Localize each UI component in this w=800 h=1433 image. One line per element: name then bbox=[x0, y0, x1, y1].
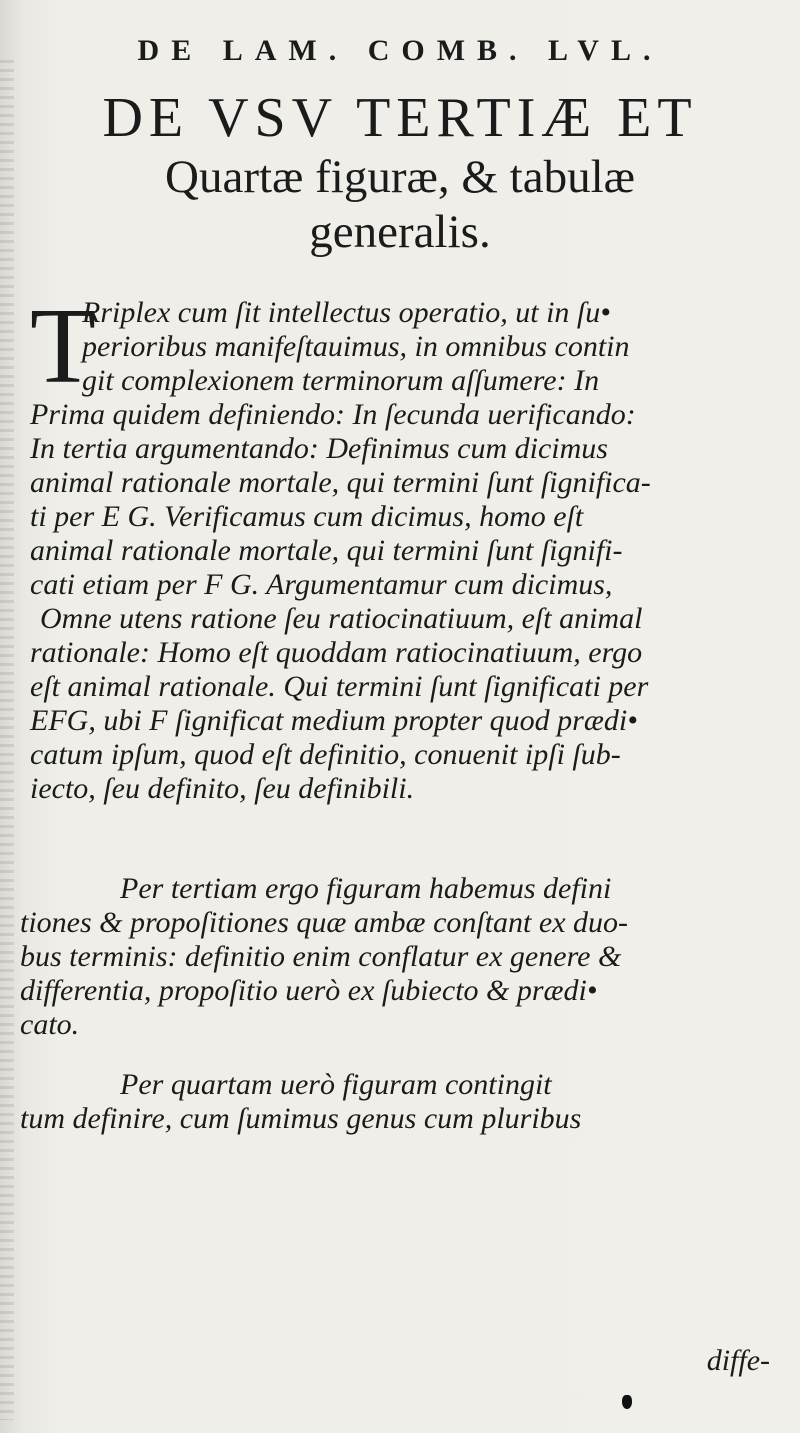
text-line: eſt animal rationale. Qui termini ſunt ſignificati per bbox=[30, 670, 649, 703]
text-line: bus terminis: definitio enim conflatur ex genere & bbox=[20, 940, 622, 973]
text-line: animal rationale mortale, qui termini ſunt ſignifi- bbox=[30, 534, 623, 567]
drop-cap: T bbox=[30, 287, 96, 406]
ink-blot bbox=[622, 1395, 632, 1409]
text-line: Rriplex cum ſit intellectus operatio, ut in ſu• bbox=[82, 296, 611, 329]
text-line: rationale: Homo eſt quoddam ratiocinatiuum, ergo bbox=[30, 636, 643, 669]
running-head: DE LAM. COMB. LVL. bbox=[137, 34, 663, 67]
text-line: In tertia argumentando: Definimus cum dicimus bbox=[30, 432, 608, 465]
text-line: Prima quidem definiendo: In ſecunda uerificando: bbox=[30, 398, 636, 431]
text-line: catum ipſum, quod eſt definitio, conuenit ipſi ſub- bbox=[30, 738, 621, 771]
text-line: cato. bbox=[20, 1008, 80, 1041]
text-line: Per quartam uerò figuram contingit bbox=[120, 1068, 552, 1101]
text-line: ti per E G. Verificamus cum dicimus, homo eſt bbox=[30, 500, 584, 533]
text-line: iecto, ſeu definito, ſeu definibili. bbox=[30, 772, 415, 805]
chapter-title-line-3: generalis. bbox=[309, 206, 491, 258]
text-line: Per tertiam ergo figuram habemus defini bbox=[120, 872, 612, 905]
text-line: EFG, ubi F ſignificat medium propter quod prædi• bbox=[30, 704, 638, 737]
text-line: tum definire, cum ſumimus genus cum pluribus bbox=[20, 1102, 582, 1135]
text-line: animal rationale mortale, qui termini ſunt ſignifica- bbox=[30, 466, 651, 499]
catchword: diffe- bbox=[706, 1344, 770, 1377]
chapter-title-line-1: DE VSV TERTIÆ ET bbox=[102, 87, 698, 149]
text-line: git complexionem terminorum aſſumere: In bbox=[82, 364, 600, 397]
text-line: differentia, propoſitio uerò ex ſubiecto & prædi• bbox=[20, 974, 598, 1007]
text-line: cati etiam per F G. Argumentamur cum dicimus, bbox=[30, 568, 613, 601]
text-line: Omne utens ratione ſeu ratiocinatiuum, eſt animal bbox=[40, 602, 643, 635]
text-line: perioribus manifeſtauimus, in omnibus contin bbox=[82, 330, 630, 363]
text-line: tiones & propoſitiones quæ ambæ conſtant ex duo- bbox=[20, 906, 629, 939]
chapter-title-line-2: Quartæ figuræ, & tabulæ bbox=[165, 151, 635, 203]
page-gutter-shadow bbox=[0, 60, 14, 1420]
